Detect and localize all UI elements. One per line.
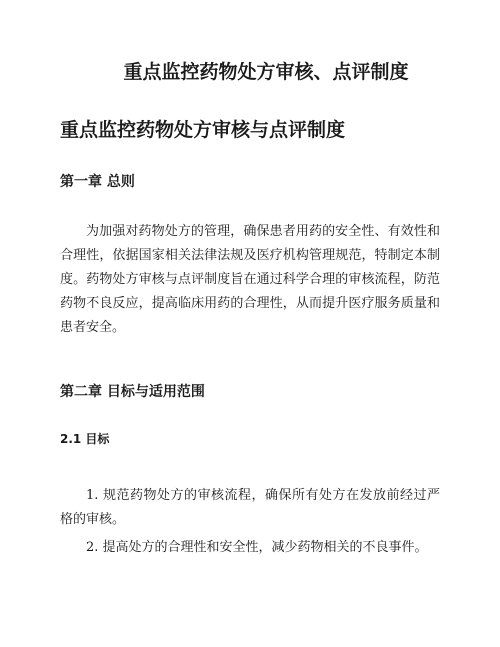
goal-item-1: 1. 规范药物处方的审核流程，确保所有处方在发放前经过严格的审核。 xyxy=(60,488,440,527)
document-title: 重点监控药物处方审核、点评制度 xyxy=(123,61,409,83)
chapter-1-heading: 第一章 总则 xyxy=(60,174,135,190)
goal-item-2: 2. 提高处方的合理性和安全性，减少药物相关的不良事件。 xyxy=(86,540,428,555)
chapter-2-heading: 第二章 目标与适用范围 xyxy=(60,384,205,400)
section-2-1-heading: 2.1 目标 xyxy=(60,432,110,446)
chapter-1-paragraph: 为加强对药物处方的管理，确保患者用药的安全性、有效性和合理性，依据国家相关法律法规及医疗机构管理规范，特制定本制度。药物处方审核与点评制度旨在通过科学合理的审核流程，防范药物不良反应，提高临床用药的合理性，从而提升医疗服务质量和患者安全。 xyxy=(60,224,440,335)
main-heading: 重点监控药物处方审核与点评制度 xyxy=(60,119,346,141)
